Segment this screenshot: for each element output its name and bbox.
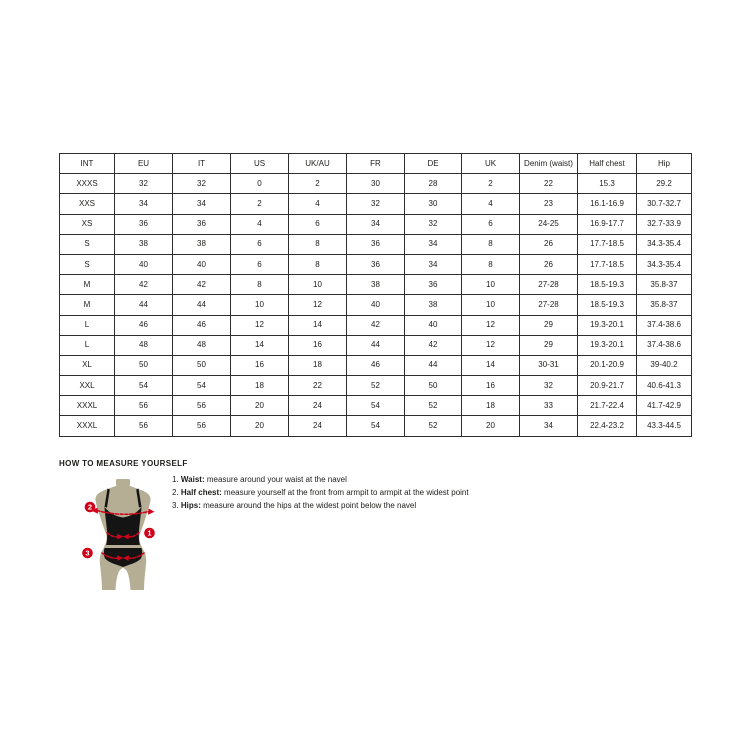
table-cell: 35.8-37	[637, 295, 692, 315]
column-header: UK/AU	[289, 154, 347, 174]
table-cell: 56	[173, 396, 231, 416]
table-cell: 54	[115, 376, 173, 396]
table-cell: 18	[231, 376, 289, 396]
table-cell: 20	[462, 416, 520, 436]
table-cell: 12	[462, 335, 520, 355]
table-cell: 40	[405, 315, 462, 335]
table-cell: 46	[173, 315, 231, 335]
table-cell: 34.3-35.4	[637, 234, 692, 254]
table-cell: 36	[115, 214, 173, 234]
table-cell: M	[60, 275, 115, 295]
table-cell: 42	[173, 275, 231, 295]
table-cell: 18.5-19.3	[578, 295, 637, 315]
table-cell: 8	[289, 254, 347, 274]
table-cell: 33	[520, 396, 578, 416]
table-cell: 29.2	[637, 174, 692, 194]
table-cell: 56	[115, 416, 173, 436]
table-cell: XXXL	[60, 396, 115, 416]
table-cell: L	[60, 315, 115, 335]
table-cell: 4	[462, 194, 520, 214]
table-cell: 12	[289, 295, 347, 315]
table-cell: 18	[462, 396, 520, 416]
table-cell: 30	[347, 174, 405, 194]
table-cell: 4	[231, 214, 289, 234]
table-row	[60, 214, 692, 234]
table-cell: 10	[462, 275, 520, 295]
table-row	[60, 295, 692, 315]
table-cell: 24-25	[520, 214, 578, 234]
badge-1-number: 1	[147, 528, 152, 538]
measure-instructions	[172, 473, 469, 513]
table-row	[60, 376, 692, 396]
table-cell: 10	[289, 275, 347, 295]
table-cell: 27-28	[520, 275, 578, 295]
table-cell: 16	[289, 335, 347, 355]
table-cell: 19.3-20.1	[578, 335, 637, 355]
table-cell: 12	[231, 315, 289, 335]
measure-instruction: 3. Hips: measure around the hips at the widest point below the navel	[172, 501, 417, 511]
measure-instruction: 2. Half chest: measure yourself at the front from armpit to armpit at the widest point	[172, 488, 469, 498]
table-row	[60, 416, 692, 436]
table-cell: 16	[462, 376, 520, 396]
table-cell: 32	[520, 376, 578, 396]
chest-arrow-right	[148, 509, 155, 515]
table-cell: 52	[405, 396, 462, 416]
table-cell: 38	[115, 234, 173, 254]
table-cell: 18	[289, 355, 347, 375]
column-header: DE	[405, 154, 462, 174]
column-header: IT	[173, 154, 231, 174]
table-cell: 29	[520, 315, 578, 335]
table-cell: 2	[231, 194, 289, 214]
table-cell: 17.7-18.5	[578, 234, 637, 254]
table-cell: 52	[347, 376, 405, 396]
column-header: INT	[60, 154, 115, 174]
table-cell: 10	[231, 295, 289, 315]
table-cell: 32	[115, 174, 173, 194]
table-cell: 23	[520, 194, 578, 214]
table-cell: XXXL	[60, 416, 115, 436]
table-row	[60, 194, 692, 214]
table-cell: 26	[520, 254, 578, 274]
table-cell: 48	[173, 335, 231, 355]
table-cell: 20	[231, 396, 289, 416]
measure-instruction: 1. Waist: measure around your waist at the navel	[172, 475, 347, 484]
table-cell: 22	[289, 376, 347, 396]
column-header: Denim (waist)	[520, 154, 578, 174]
table-cell: M	[60, 295, 115, 315]
table-cell: 32	[347, 194, 405, 214]
table-cell: 22.4-23.2	[578, 416, 637, 436]
table-cell: 2	[289, 174, 347, 194]
table-cell: 52	[405, 416, 462, 436]
table-row	[60, 275, 692, 295]
table-cell: 20.1-20.9	[578, 355, 637, 375]
table-cell: 34	[173, 194, 231, 214]
table-cell: 35.8-37	[637, 275, 692, 295]
table-cell: 40	[173, 254, 231, 274]
table-cell: 39-40.2	[637, 355, 692, 375]
table-cell: S	[60, 234, 115, 254]
table-cell: 0	[231, 174, 289, 194]
table-cell: 48	[115, 335, 173, 355]
table-cell: 38	[405, 295, 462, 315]
table-cell: 15.3	[578, 174, 637, 194]
table-cell: 54	[173, 376, 231, 396]
size-chart-table	[59, 153, 692, 437]
column-header: FR	[347, 154, 405, 174]
badge-3-number: 3	[85, 548, 90, 558]
measure-section-title: HOW TO MEASURE YOURSELF	[59, 459, 188, 468]
table-row	[60, 355, 692, 375]
table-cell: 22	[520, 174, 578, 194]
header-row	[60, 154, 692, 174]
table-cell: 8	[462, 234, 520, 254]
table-cell: 32	[173, 174, 231, 194]
table-cell: 32	[405, 214, 462, 234]
table-cell: 16.1-16.9	[578, 194, 637, 214]
table-cell: 8	[231, 275, 289, 295]
table-cell: 50	[173, 355, 231, 375]
column-header: EU	[115, 154, 173, 174]
table-cell: 2	[462, 174, 520, 194]
table-cell: 6	[462, 214, 520, 234]
table-cell: 20.9-21.7	[578, 376, 637, 396]
table-cell: 50	[115, 355, 173, 375]
table-cell: 6	[289, 214, 347, 234]
table-cell: XS	[60, 214, 115, 234]
table-cell: 19.3-20.1	[578, 315, 637, 335]
table-cell: 38	[347, 275, 405, 295]
table-cell: 26	[520, 234, 578, 254]
table-cell: 44	[405, 355, 462, 375]
table-cell: 40	[347, 295, 405, 315]
table-cell: 54	[347, 396, 405, 416]
table-cell: 4	[289, 194, 347, 214]
table-cell: 21.7-22.4	[578, 396, 637, 416]
table-cell: 6	[231, 234, 289, 254]
table-cell: 14	[231, 335, 289, 355]
table-cell: 6	[231, 254, 289, 274]
table-cell: 43.3-44.5	[637, 416, 692, 436]
table-row	[60, 234, 692, 254]
column-header: US	[231, 154, 289, 174]
table-cell: 36	[405, 275, 462, 295]
table-cell: 37.4-38.6	[637, 335, 692, 355]
table-cell: 20	[231, 416, 289, 436]
table-cell: 24	[289, 416, 347, 436]
table-cell: 36	[347, 234, 405, 254]
table-cell: 10	[462, 295, 520, 315]
table-cell: 36	[173, 214, 231, 234]
table-cell: 41.7-42.9	[637, 396, 692, 416]
table-cell: 17.7-18.5	[578, 254, 637, 274]
table-cell: 44	[115, 295, 173, 315]
table-cell: 38	[173, 234, 231, 254]
table-cell: L	[60, 335, 115, 355]
table-cell: 14	[462, 355, 520, 375]
table-cell: XXL	[60, 376, 115, 396]
table-cell: 16	[231, 355, 289, 375]
table-cell: 16.9-17.7	[578, 214, 637, 234]
table-cell: 34	[405, 234, 462, 254]
measurement-figure-illustration	[78, 474, 168, 592]
column-header: UK	[462, 154, 520, 174]
table-cell: 40	[115, 254, 173, 274]
table-cell: 30.7-32.7	[637, 194, 692, 214]
table-cell: XXS	[60, 194, 115, 214]
table-cell: 34	[520, 416, 578, 436]
table-cell: 46	[115, 315, 173, 335]
table-row	[60, 254, 692, 274]
table-cell: 24	[289, 396, 347, 416]
column-header: Half chest	[578, 154, 637, 174]
column-header: Hip	[637, 154, 692, 174]
table-cell: 42	[115, 275, 173, 295]
table-cell: 42	[347, 315, 405, 335]
table-cell: 56	[115, 396, 173, 416]
table-cell: 40.6-41.3	[637, 376, 692, 396]
table-row	[60, 335, 692, 355]
table-cell: XXXS	[60, 174, 115, 194]
table-cell: 30-31	[520, 355, 578, 375]
badge-2-number: 2	[87, 502, 93, 512]
table-cell: 29	[520, 335, 578, 355]
table-cell: 44	[173, 295, 231, 315]
table-cell: 28	[405, 174, 462, 194]
table-cell: 34	[405, 254, 462, 274]
table-cell: 27-28	[520, 295, 578, 315]
table-cell: 56	[173, 416, 231, 436]
table-row	[60, 174, 692, 194]
table-cell: S	[60, 254, 115, 274]
table-cell: 8	[462, 254, 520, 274]
table-cell: 46	[347, 355, 405, 375]
table-cell: 34	[347, 214, 405, 234]
table-cell: 34	[115, 194, 173, 214]
table-cell: 36	[347, 254, 405, 274]
table-cell: 32.7-33.9	[637, 214, 692, 234]
table-cell: 54	[347, 416, 405, 436]
table-cell: 42	[405, 335, 462, 355]
table-cell: XL	[60, 355, 115, 375]
table-cell: 37.4-38.6	[637, 315, 692, 335]
table-cell: 30	[405, 194, 462, 214]
table-cell: 18.5-19.3	[578, 275, 637, 295]
table-cell: 12	[462, 315, 520, 335]
table-cell: 34.3-35.4	[637, 254, 692, 274]
table-cell: 50	[405, 376, 462, 396]
table-row	[60, 396, 692, 416]
table-row	[60, 315, 692, 335]
table-cell: 8	[289, 234, 347, 254]
table-cell: 14	[289, 315, 347, 335]
table-cell: 44	[347, 335, 405, 355]
